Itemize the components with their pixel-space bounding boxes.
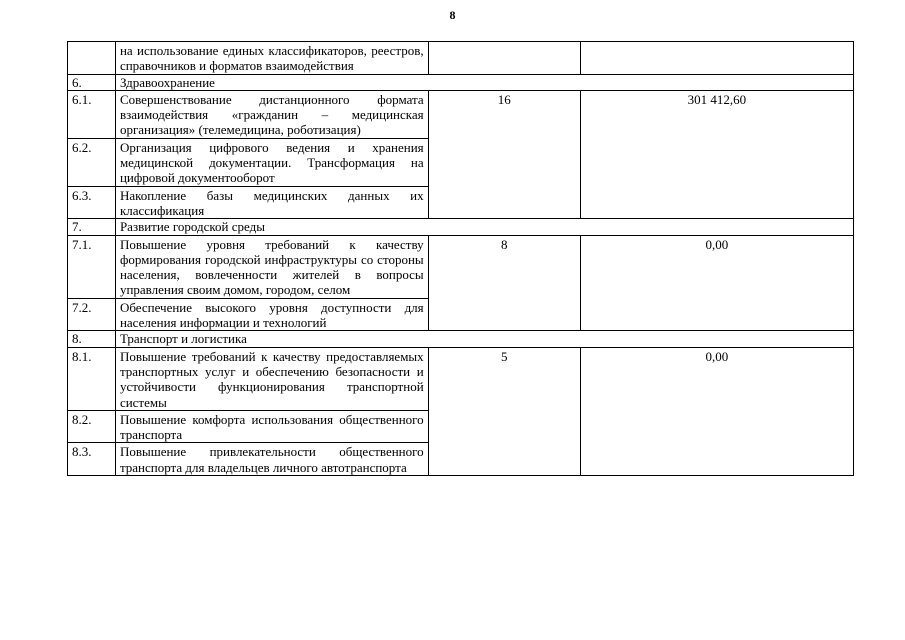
table-row-continuation xyxy=(68,42,854,75)
item-number: 6.1. xyxy=(68,90,116,138)
count-cell: 5 xyxy=(428,347,580,475)
item-text: Повышение привлекательности общественного транспорта для владельцев личного автотранспорта xyxy=(115,443,428,476)
section-title: Развитие городской среды xyxy=(115,219,853,235)
item-text: Повышение требований к качеству предоставляемых транспортных услуг и обеспечению безопасности и устойчивости функционирования транспортной системы xyxy=(115,347,428,410)
table-row xyxy=(68,235,854,298)
section-row-healthcare xyxy=(68,74,854,90)
item-number: 8.1. xyxy=(68,347,116,410)
section-title: Здравоохранение xyxy=(115,74,853,90)
item-text: Обеспечение высокого уровня доступности для населения информации и технологий xyxy=(115,298,428,331)
item-text: Накопление базы медицинских данных их классификация xyxy=(115,186,428,219)
item-text: Повышение уровня требований к качеству формирования городской инфраструктуры со стороны населения, вовлеченности жителей в вопросы управления своим домом, городом, селом xyxy=(115,235,428,298)
item-number: 6.3. xyxy=(68,186,116,219)
count-cell xyxy=(428,42,580,75)
item-number-cell xyxy=(68,42,116,75)
item-text: Повышение комфорта использования общественного транспорта xyxy=(115,410,428,443)
measures-table xyxy=(67,41,854,476)
section-row-transport xyxy=(68,331,854,347)
amount-cell: 0,00 xyxy=(580,235,853,331)
item-number: 7.1. xyxy=(68,235,116,298)
section-row-urban-environment xyxy=(68,219,854,235)
item-number: 8.2. xyxy=(68,410,116,443)
item-text: Совершенствование дистанционного формата взаимодействия «гражданин – медицинская организация» (телемедицина, роботизация) xyxy=(115,90,428,138)
section-number: 7. xyxy=(68,219,116,235)
count-cell: 16 xyxy=(428,90,580,218)
amount-cell: 0,00 xyxy=(580,347,853,475)
amount-cell xyxy=(580,42,853,75)
table-row xyxy=(68,90,854,138)
item-text: Организация цифрового ведения и хранения медицинской документации. Трансформация на цифровой документооборот xyxy=(115,138,428,186)
count-cell: 8 xyxy=(428,235,580,331)
item-number: 8.3. xyxy=(68,443,116,476)
item-number: 6.2. xyxy=(68,138,116,186)
page-number: 8 xyxy=(449,8,456,22)
table-row xyxy=(68,347,854,410)
amount-cell: 301 412,60 xyxy=(580,90,853,218)
section-title: Транспорт и логистика xyxy=(115,331,853,347)
item-number: 7.2. xyxy=(68,298,116,331)
section-number: 8. xyxy=(68,331,116,347)
item-text-cell: на использование единых классификаторов, реестров, справочников и форматов взаимодействия xyxy=(115,42,428,75)
section-number: 6. xyxy=(68,74,116,90)
